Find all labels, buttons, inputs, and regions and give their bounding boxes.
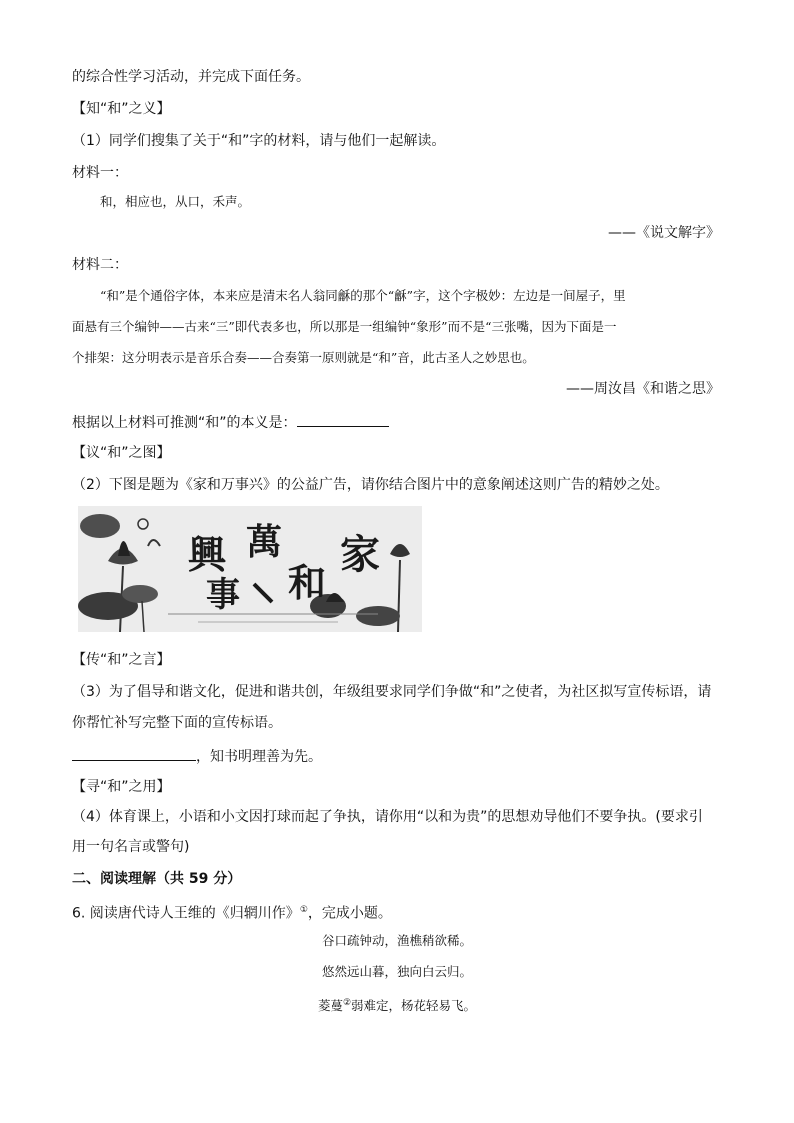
section-heading-picture: 【议“和”之图】 xyxy=(72,445,171,461)
answer-blank[interactable] xyxy=(297,412,389,427)
part-2-heading: 二、阅读理解（共 59 分） xyxy=(72,871,242,887)
question-2: （2）下图是题为《家和万事兴》的公益广告，请你结合图片中的意象阐述这则广告的精妙之处。 xyxy=(72,477,669,493)
public-service-ad-image xyxy=(78,506,422,632)
question-1: （1）同学们搜集了关于“和”字的材料，请与他们一起解读。 xyxy=(72,133,446,149)
material-1-source: ——《说文解字》 xyxy=(608,225,720,241)
ad-char-he: 和 xyxy=(288,560,327,605)
slogan-text: ，知书明理善为先。 xyxy=(196,749,322,765)
ad-char-xing: 興 xyxy=(188,532,227,577)
footnote-mark-2: ② xyxy=(342,998,352,1008)
material-1-quote: 和，相应也，从口，禾声。 xyxy=(100,194,251,209)
slogan-line xyxy=(72,746,322,766)
question-6-text: 6. 阅读唐代诗人王维的《归辋川作》 xyxy=(72,905,300,922)
section-heading-meaning: 【知“和”之义】 xyxy=(72,101,171,117)
poem-line-2: 悠然远山暮，独向白云归。 xyxy=(321,964,472,979)
section-heading-use: 【寻“和”之用】 xyxy=(72,779,171,795)
material-1-label: 材料一： xyxy=(72,165,128,181)
question-3-line-2: 你帮忙补写完整下面的宣传标语。 xyxy=(72,715,282,731)
section-heading-words: 【传“和”之言】 xyxy=(72,652,171,668)
ad-char-wan: 萬 xyxy=(246,521,283,563)
material-2-line-2: 面悬有三个编钟——古来“三”即代表多也，所以那是一组编钟“象形”而不是“三张嘴，因为下面是一 xyxy=(72,319,617,334)
footnote-mark-1: ① xyxy=(299,905,308,915)
poem-line-3-start: 菱蔓 xyxy=(317,998,343,1014)
material-2-label: 材料二： xyxy=(72,257,128,273)
question-6-text-end: ，完成小题。 xyxy=(307,905,392,922)
inference-text: 根据以上材料可推测“和”的本义是： xyxy=(72,415,297,431)
question-4-line-1: （4）体育课上，小语和小文因打球而起了争执，请你用“以和为贵”的思想劝导他们不要争执。(要求引 xyxy=(72,809,703,825)
question-4-line-2: 用一句名言或警句) xyxy=(72,839,190,855)
ad-char-jia: 家 xyxy=(340,531,380,578)
slogan-blank[interactable] xyxy=(72,746,196,761)
poem-line-1: 谷口疏钟动，渔樵稍欲稀。 xyxy=(321,933,472,948)
question-3-line-1: （3）为了倡导和谐文化，促进和谐共创，年级组要求同学们争做“和”之使者，为社区拟写宣传标语，请 xyxy=(72,684,712,700)
material-2-line-1: “和”是个通俗字体，本来应是清末名人翁同龢的那个“龢”字，这个字极妙：左边是一间屋子，里 xyxy=(100,288,626,303)
poem-line-3 xyxy=(0,994,794,1015)
question-6 xyxy=(72,901,392,923)
material-2-line-3: 个排架：这分明表示是音乐合奏——合奏第一原则就是“和”音，此古圣人之妙思也。 xyxy=(72,350,535,365)
text-line: 的综合性学习活动，并完成下面任务。 xyxy=(72,69,310,85)
inference-prompt xyxy=(72,412,389,432)
material-2-source: ——周汝昌《和谐之思》 xyxy=(566,381,720,397)
poem-line-3-end: 弱难定，杨花轻易飞。 xyxy=(351,998,477,1014)
ad-char-shi: 事 xyxy=(206,575,240,615)
